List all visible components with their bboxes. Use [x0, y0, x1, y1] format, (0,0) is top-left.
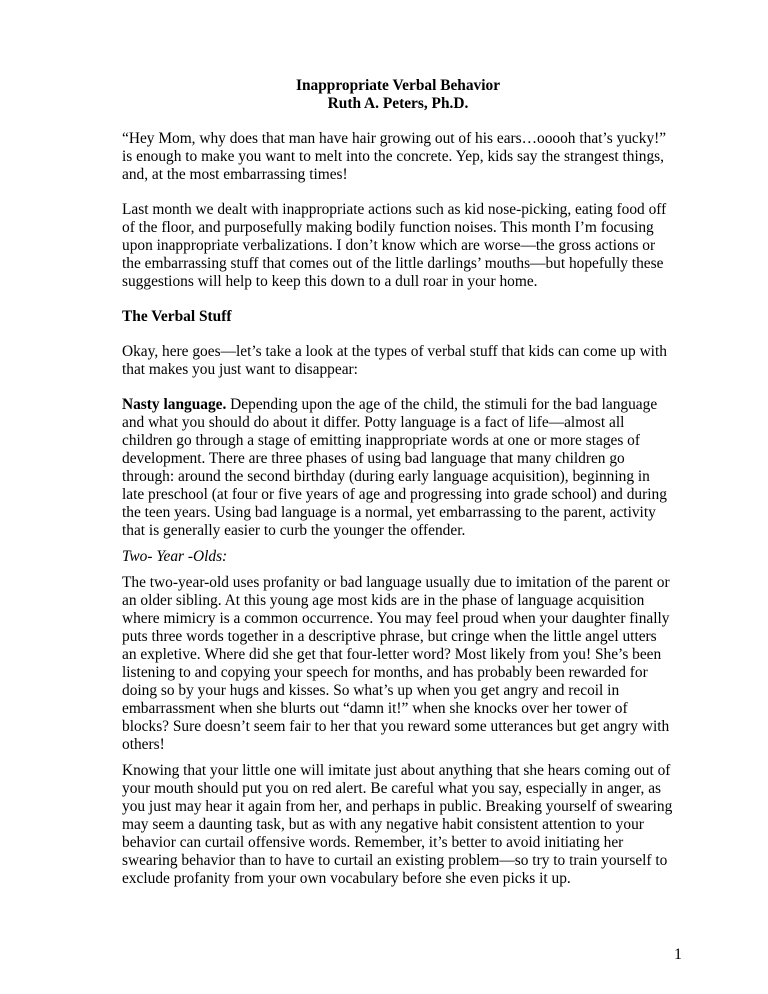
section-heading: The Verbal Stuff — [122, 308, 232, 325]
document-author: Ruth A. Peters, Ph.D. — [327, 95, 469, 112]
intro-paragraph-1: “Hey Mom, why does that man have hair growing out of his ears…ooooh that’s yucky!” is enough to make you want to melt into the concrete. Yep, kids say the strangest things, and, at the most embarrassing times! — [122, 130, 667, 183]
document-body — [122, 77, 674, 905]
document-title-block — [122, 77, 674, 113]
intro-paragraph-2: Last month we dealt with inappropriate actions such as kid nose-picking, eating food off of the floor, and purposefully making bodily function noises. This month I’m focusing upon inappropriate verbalizations. I don’t know which are worse—the gross actions or the embarrassing stuff that comes out of the little darlings’ mouths—but hopefully these suggestions will help to keep this down to a dull roar in your home. — [122, 201, 667, 290]
document-title: Inappropriate Verbal Behavior — [295, 77, 501, 94]
nasty-language-paragraph — [122, 396, 674, 540]
nasty-language-text: Depending upon the age of the child, the stimuli for the bad language and what you should do about it differ. Potty language is a fact of life—almost all children go through a stage of emitting inappropriate words at one or more stages of development. There are three phases of using bad language that many children go through: around the second birthday (during early language acquisition), beginning in late preschool (at four or five years of age and progressing into grade school) and during the teen years. Using bad language is a normal, yet embarrassing to the parent, activity that is generally easier to curb the younger the offender. — [122, 396, 667, 539]
section-intro-paragraph: Okay, here goes—let’s take a look at the types of verbal stuff that kids can come up with that makes you just want to disappear: — [122, 343, 667, 378]
two-year-olds-paragraph-1: The two-year-old uses profanity or bad language usually due to imitation of the parent or an older sibling. At this young age most kids are in the phase of language acquisition where mimicry is a common occurrence. You may feel proud when your daughter finally puts three words together in a descriptive phrase, but cringe when the little angel utters an expletive. Where did she get that four-letter word? Most likely from you! She’s been listening to and copying your speech for months, and has probably been rewarded for doing so by your hugs and kisses. So what’s up when you get angry and recoil in embarrassment when she blurts out “damn it!” when she knocks over her tower of blocks? Sure doesn’t seem fair to her that you reward some utterances but get angry with others! — [122, 574, 670, 753]
page-number: 1 — [674, 946, 682, 963]
two-year-olds-subheading: Two- Year -Olds: — [122, 548, 228, 565]
nasty-language-lead: Nasty language. — [122, 396, 227, 413]
two-year-olds-paragraph-2: Knowing that your little one will imitate just about anything that she hears coming out of your mouth should put you on red alert. Be careful what you say, especially in anger, as you just may hear it again from her, and perhaps in public. Breaking yourself of swearing may seem a daunting task, but as with any negative habit consistent attention to your behavior can curtail offensive words. Remember, it’s better to avoid initiating her swearing behavior than to have to curtail an existing problem—so try to train yourself to exclude profanity from your own vocabulary before she even picks it up. — [122, 762, 673, 887]
